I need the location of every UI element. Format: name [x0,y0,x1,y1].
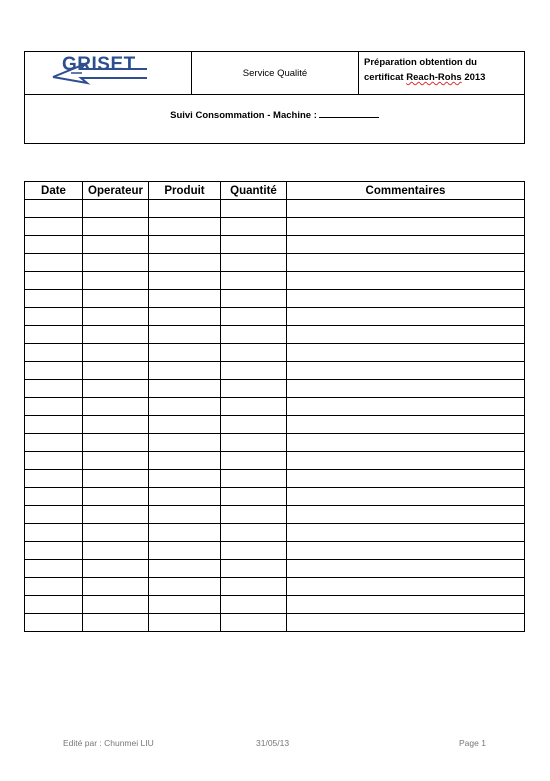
table-cell[interactable] [221,488,287,506]
col-header-produit: Produit [149,182,221,200]
table-cell[interactable] [25,416,83,434]
table-cell[interactable] [149,236,221,254]
table-cell[interactable] [221,218,287,236]
table-cell[interactable] [83,272,149,290]
table-cell[interactable] [83,470,149,488]
table-cell[interactable] [149,416,221,434]
table-cell[interactable] [25,200,83,218]
table-cell[interactable] [287,560,525,578]
table-cell[interactable] [25,434,83,452]
table-cell[interactable] [149,542,221,560]
table-row [25,578,525,596]
table-cell[interactable] [287,488,525,506]
table-cell[interactable] [149,578,221,596]
table-row [25,524,525,542]
table-cell[interactable] [221,596,287,614]
header-row [25,52,524,95]
table-row [25,542,525,560]
table-cell[interactable] [83,452,149,470]
table-cell[interactable] [149,362,221,380]
table-cell[interactable] [287,434,525,452]
table-cell[interactable] [221,560,287,578]
table-cell[interactable] [25,488,83,506]
footer-edited-by: Edité par : Chunmei LIU [63,738,154,748]
table-cell[interactable] [25,614,83,632]
table-cell[interactable] [149,452,221,470]
table-row [25,236,525,254]
table-cell[interactable] [25,326,83,344]
table-cell[interactable] [149,200,221,218]
table-cell[interactable] [25,542,83,560]
table-cell[interactable] [221,254,287,272]
table-cell[interactable] [221,344,287,362]
table-cell[interactable] [221,506,287,524]
table-row [25,434,525,452]
table-cell[interactable] [83,398,149,416]
table-cell[interactable] [149,560,221,578]
table-cell[interactable] [83,434,149,452]
table-cell[interactable] [83,524,149,542]
table-cell[interactable] [83,326,149,344]
table-cell[interactable] [287,416,525,434]
table-cell[interactable] [287,542,525,560]
table-cell[interactable] [149,596,221,614]
table-cell[interactable] [149,434,221,452]
table-row [25,488,525,506]
certificate-line-1: Préparation obtention du [364,57,477,68]
table-cell[interactable] [25,596,83,614]
table-cell[interactable] [25,506,83,524]
table-cell[interactable] [83,290,149,308]
table-cell[interactable] [287,272,525,290]
table-row [25,596,525,614]
table-row [25,506,525,524]
table-row [25,326,525,344]
table-row [25,254,525,272]
table-cell[interactable] [287,578,525,596]
certificate-title [359,52,524,94]
footer-date: 31/05/13 [256,738,290,748]
certificate-standard: Reach-Rohs [406,72,462,83]
table-row [25,416,525,434]
table-cell[interactable] [25,470,83,488]
table-cell[interactable] [25,254,83,272]
table-cell[interactable] [25,344,83,362]
table-row [25,200,525,218]
table-cell[interactable] [149,272,221,290]
table-cell[interactable] [221,470,287,488]
table-cell[interactable] [83,362,149,380]
table-cell[interactable] [287,308,525,326]
logo-text: GRISET [62,54,136,75]
col-header-date: Date [25,182,83,200]
logo-cell [25,52,192,94]
table-row [25,614,525,632]
table-cell[interactable] [149,308,221,326]
table-cell[interactable] [287,524,525,542]
table-row [25,272,525,290]
header-box [24,51,525,144]
table-cell[interactable] [25,308,83,326]
table-cell[interactable] [25,380,83,398]
consumption-table [24,181,525,632]
table-cell[interactable] [287,218,525,236]
table-cell[interactable] [83,578,149,596]
table-cell[interactable] [149,614,221,632]
table-cell[interactable] [287,326,525,344]
table-cell[interactable] [25,524,83,542]
table-cell[interactable] [25,452,83,470]
table-cell[interactable] [287,236,525,254]
table-cell[interactable] [287,506,525,524]
col-header-operateur: Operateur [83,182,149,200]
table-cell[interactable] [25,290,83,308]
suivi-label: Suivi Consommation - Machine : [170,110,317,121]
table-cell[interactable] [83,380,149,398]
table-cell[interactable] [25,272,83,290]
col-header-quantite: Quantité [221,182,287,200]
table-cell[interactable] [149,506,221,524]
table-cell[interactable] [287,398,525,416]
table-cell[interactable] [221,326,287,344]
table-cell[interactable] [149,326,221,344]
table-cell[interactable] [287,290,525,308]
table-cell[interactable] [287,596,525,614]
table-body [25,200,525,632]
table-row [25,218,525,236]
table-cell[interactable] [83,236,149,254]
table-cell[interactable] [149,254,221,272]
table-cell[interactable] [83,416,149,434]
table-cell[interactable] [149,344,221,362]
table-cell[interactable] [25,560,83,578]
table-cell[interactable] [83,614,149,632]
table-cell[interactable] [221,416,287,434]
table-cell[interactable] [221,578,287,596]
footer-page: Page 1 [459,738,486,748]
table-row [25,380,525,398]
table-row [25,290,525,308]
table-row [25,560,525,578]
table-cell[interactable] [149,470,221,488]
table-cell[interactable] [149,524,221,542]
table-row [25,362,525,380]
service-title: Service Qualité [192,52,359,94]
table-cell[interactable] [83,308,149,326]
table-cell[interactable] [221,290,287,308]
machine-blank-field[interactable] [319,108,379,118]
table-cell[interactable] [83,218,149,236]
table-cell[interactable] [83,254,149,272]
table-cell[interactable] [221,524,287,542]
table-cell[interactable] [221,452,287,470]
certificate-line-2-prefix: certificat [364,72,407,83]
table-cell[interactable] [287,362,525,380]
table-cell[interactable] [287,254,525,272]
table-header-row [25,182,525,200]
table-cell[interactable] [149,398,221,416]
table-cell[interactable] [149,290,221,308]
table-row [25,308,525,326]
table-cell[interactable] [287,614,525,632]
table-cell[interactable] [83,560,149,578]
table-cell[interactable] [83,596,149,614]
col-header-commentaires: Commentaires [287,182,525,200]
table-row [25,344,525,362]
table-cell[interactable] [25,578,83,596]
table-cell[interactable] [221,362,287,380]
table-cell[interactable] [83,200,149,218]
table-cell[interactable] [221,236,287,254]
suivi-line [25,108,524,121]
table-row [25,398,525,416]
table-cell[interactable] [221,200,287,218]
table-cell[interactable] [287,470,525,488]
table-cell[interactable] [149,488,221,506]
table-cell[interactable] [287,200,525,218]
table-cell[interactable] [149,380,221,398]
table-row [25,470,525,488]
certificate-year: 2013 [461,72,486,83]
table-cell[interactable] [83,488,149,506]
table-cell[interactable] [221,398,287,416]
table-cell[interactable] [287,380,525,398]
table-cell[interactable] [221,308,287,326]
table-cell[interactable] [25,362,83,380]
table-cell[interactable] [221,542,287,560]
table-cell[interactable] [83,344,149,362]
table-cell[interactable] [287,452,525,470]
table-row [25,452,525,470]
table-cell[interactable] [83,542,149,560]
table-cell[interactable] [287,344,525,362]
table-cell[interactable] [221,434,287,452]
table-cell[interactable] [221,380,287,398]
table-cell[interactable] [25,398,83,416]
table-cell[interactable] [221,272,287,290]
table-cell[interactable] [83,506,149,524]
table-cell[interactable] [25,236,83,254]
table-cell[interactable] [149,218,221,236]
table-cell[interactable] [221,614,287,632]
table-cell[interactable] [25,218,83,236]
certificate-line-2 [364,70,524,85]
